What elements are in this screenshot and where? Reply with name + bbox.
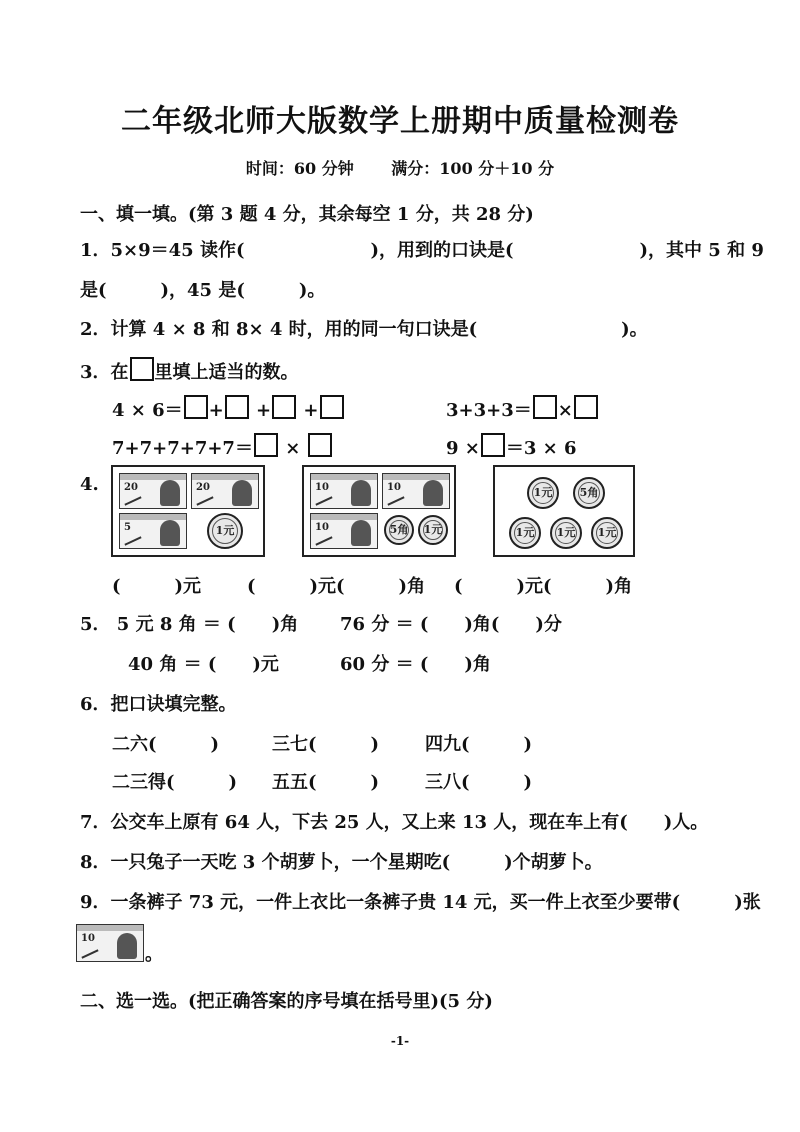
q3-eq2 [446,395,599,422]
times-sign: × [557,400,573,421]
plus-sign: + [208,400,224,421]
page-number: -1- [390,1034,410,1048]
page-title: 二年级北师大版数学上册期中质量检测卷 [121,104,679,139]
answer-box [130,357,154,381]
section2-heading: 二、选一选。(把正确答案的序号填在括号里)(5 分) [80,991,493,1012]
q6-item: 四九( ) [425,734,533,755]
section1-heading: 一、填一填。(第 3 题 4 分，其余每空 1 分，共 28 分) [80,204,534,225]
q6-item: 三七( ) [272,734,380,755]
banknote-10: 10 [310,473,378,509]
eq3-text: 7+7+7+7+7＝ [112,438,253,459]
banknote-10: 10 [76,924,144,962]
money-panel-2 [302,465,456,557]
banknote-10: 10 [382,473,450,509]
banknote-5: 5 [119,513,187,549]
coin-5-jiao: 5角 [573,477,605,509]
coin-5-jiao: 5角 [384,515,414,545]
q6-item: 五五( ) [272,772,380,793]
answer-box[interactable] [574,395,598,419]
q7-text: 7．公交车上原有 64 人，下去 25 人，又上来 13 人，现在车上有( )人。 [80,812,709,833]
q8-text: 8．一只兔子一天吃 3 个胡萝卜，一个星期吃( )个胡萝卜。 [80,852,603,873]
q4-label: 4. [80,474,99,495]
q5-row1-right: 76 分 ＝ ( )角( )分 [340,614,562,635]
times-sign: × [285,438,301,459]
coin-1-yuan: 1元 [527,477,559,509]
answer-box[interactable] [184,395,208,419]
q5-row2-left: 40 角 ＝ ( )元 [128,654,279,675]
q3-suffix: 里填上适当的数。 [154,362,299,383]
answer-box[interactable] [320,395,344,419]
money-panel-3 [493,465,635,557]
full-score: 满分：100 分＋10 分 [391,159,555,178]
eq2-text: 3+3+3＝ [446,400,532,421]
answer-box[interactable] [533,395,557,419]
answer-box[interactable] [481,433,505,457]
q9-text: 9．一条裤子 73 元，一件上衣比一条裤子贵 14 元，买一件上衣至少要带( )张 [80,892,761,913]
plus-sign: + [303,400,319,421]
coin-1-yuan: 1元 [509,517,541,549]
q4-answer-3: ( )元( )角 [454,576,633,597]
q6-item: 二三得( ) [112,772,238,793]
q2-text: 2．计算 4 × 8 和 8× 4 时，用的同一句口诀是( )。 [80,319,648,340]
plus-sign: + [256,400,272,421]
coin-1-yuan: 1元 [418,515,448,545]
q3-eq1 [112,395,345,422]
exam-info [0,156,800,179]
eq1-text: 4 × 6＝ [112,400,183,421]
q1-line2: 是( )，45 是( )。 [80,280,326,301]
q3-eq4 [446,433,577,460]
answer-box[interactable] [308,433,332,457]
money-panel-1 [111,465,265,557]
coin-1-yuan: 1元 [550,517,582,549]
q3-heading [80,357,299,384]
q1-line1: 1．5×9＝45 读作( )，用到的口诀是( )，其中 5 和 9 [80,240,764,261]
q6-heading: 6．把口诀填完整。 [80,694,237,715]
q4-answer-2: ( )元( )角 [247,576,426,597]
q4-answer-1: ( )元 [112,576,202,597]
banknote-10: 10 [310,513,378,549]
answer-box[interactable] [225,395,249,419]
q5-row1-left: 5． 5 元 8 角 ＝ ( )角 [80,614,299,635]
eq4-left: 9 × [446,438,480,459]
time-limit: 时间：60 分钟 [245,159,354,178]
q6-item: 三八( ) [425,772,533,793]
coin-1-yuan: 1元 [207,513,243,549]
q3-eq3 [112,433,333,460]
q5-row2-right: 60 分 ＝ ( )角 [340,654,491,675]
eq4-right: ＝3 × 6 [505,438,577,459]
banknote-20: 20 [119,473,187,509]
answer-box[interactable] [272,395,296,419]
q9-tail: 。 [145,944,163,965]
banknote-20: 20 [191,473,259,509]
answer-box[interactable] [254,433,278,457]
q3-prefix: 3．在 [80,362,129,383]
q6-item: 二六( ) [112,734,220,755]
coin-1-yuan: 1元 [591,517,623,549]
